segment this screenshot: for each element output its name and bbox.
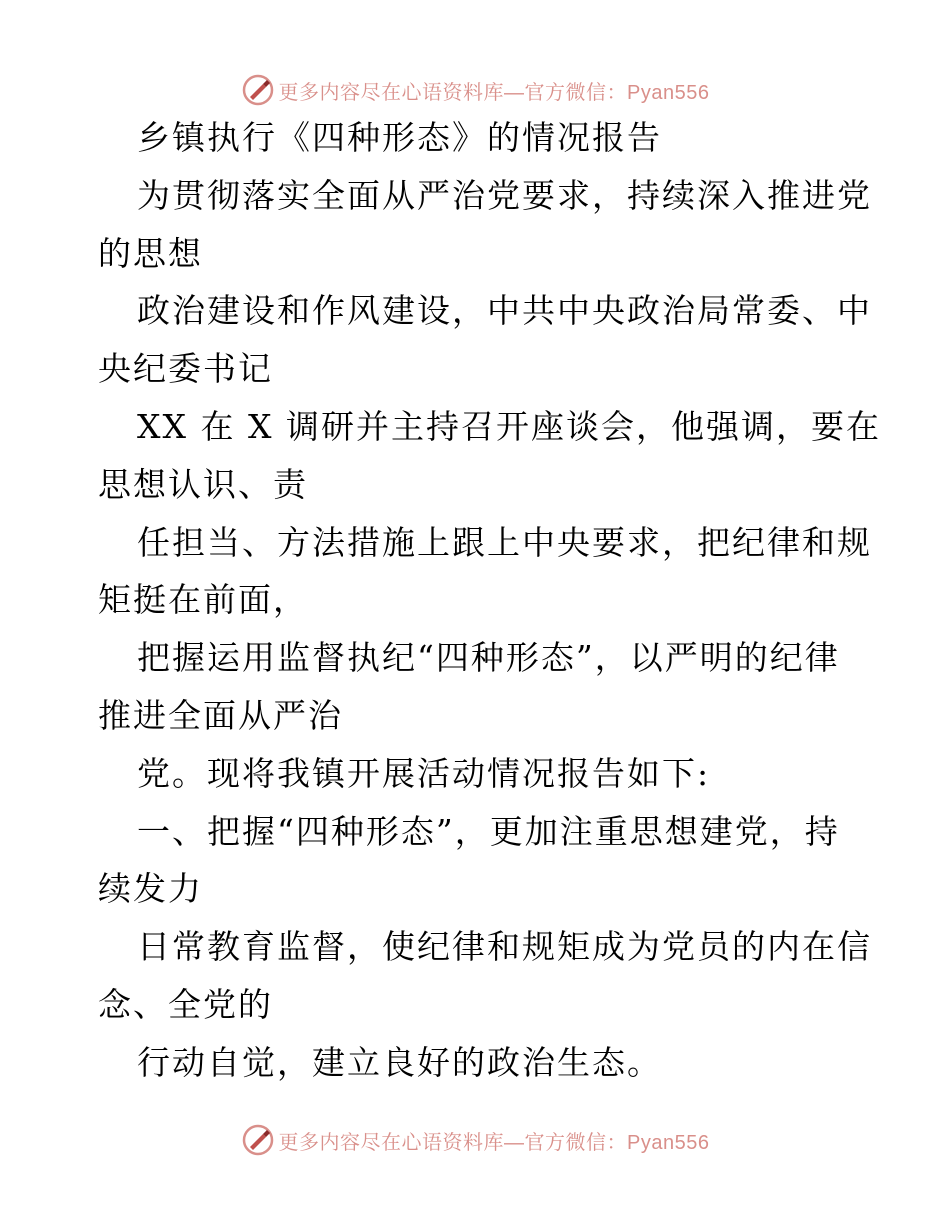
watermark-footer bbox=[0, 1122, 950, 1158]
document-line: 思想认识、责 bbox=[98, 465, 308, 504]
document-line: 央纪委书记 bbox=[98, 349, 273, 388]
document-line: 一、把握“四种形态”，更加注重思想建党，持 bbox=[137, 812, 840, 851]
watermark-text: 更多内容尽在心语资料库—官方微信：Pyan556 bbox=[278, 81, 710, 104]
document-line: 把握运用监督执纪“四种形态”，以严明的纪律 bbox=[137, 638, 840, 677]
watermark-header bbox=[0, 72, 950, 108]
document-line: 续发力 bbox=[98, 869, 203, 908]
document-line: 行动自觉，建立良好的政治生态。 bbox=[137, 1043, 662, 1082]
pen-circle-logo-icon bbox=[241, 73, 275, 107]
document-line: 日常教育监督，使纪律和规矩成为党员的内在信 bbox=[137, 927, 872, 966]
document-title: 乡镇执行《四种形态》的情况报告 bbox=[137, 118, 662, 157]
document-line: 念、全党的 bbox=[98, 985, 273, 1024]
document-line: 政治建设和作风建设，中共中央政治局常委、中 bbox=[137, 291, 872, 330]
document-line: XX 在 X 调研并主持召开座谈会，他强调，要在 bbox=[137, 407, 881, 446]
document-line: 的思想 bbox=[98, 234, 203, 273]
document-line: 矩挺在前面， bbox=[98, 580, 308, 619]
pen-circle-logo-icon bbox=[241, 1123, 275, 1157]
document-line: 党。现将我镇开展活动情况报告如下: bbox=[137, 754, 711, 793]
document-line: 为贯彻落实全面从严治党要求，持续深入推进党 bbox=[137, 176, 872, 215]
document-line: 推进全面从严治 bbox=[98, 696, 343, 735]
document-line: 任担当、方法措施上跟上中央要求，把纪律和规 bbox=[137, 523, 872, 562]
watermark-text: 更多内容尽在心语资料库—官方微信：Pyan556 bbox=[278, 1131, 710, 1154]
